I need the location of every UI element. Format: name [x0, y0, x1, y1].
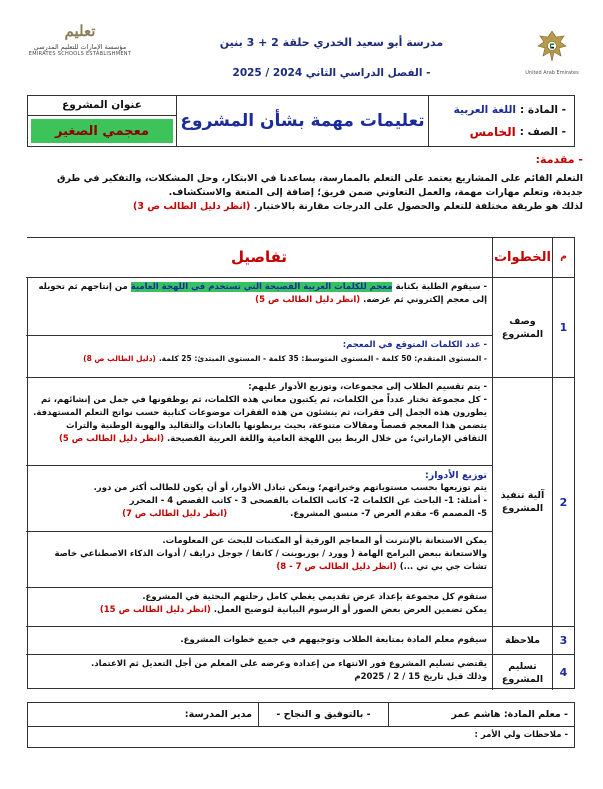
group-division-line-2: - كل مجموعة تختار عدداً من الكلمات، ثم يكتبون معاني هذه الكلمات، ثم يوظفونها في جمل من إنشائهم، ثم يطورون هذه الجمل إلى فقرات، ثم ينشئون من هذه الفقرات موضوعات كتابية حسب نواتج التعلم المستهدفة. — [33, 395, 487, 418]
teacher-name: - معلم المادة: هاشم عمر — [388, 703, 574, 726]
roles-line-1: يتم توزيعها بحسب مستوياتهم وخبراتهم؛ ويمكن تبادل الأدوار، أو أن يكون للطالب أكثر من دور. — [93, 483, 487, 493]
grade-value: الخامس — [469, 125, 516, 139]
grade-row — [437, 121, 566, 143]
row-1-details — [26, 278, 492, 378]
group-division-line-1: - يتم تقسيم الطلاب إلى مجموعات، وتوزيع الأدوار عليهم: — [248, 382, 487, 392]
word-count-reference: (دليل الطالب ص 8) — [83, 354, 156, 363]
subject-label: - المادة : — [520, 104, 566, 116]
word-count-title: - عدد الكلمات المتوقع في المعجم: — [342, 340, 487, 350]
column-header-number: م — [552, 238, 574, 278]
page-header — [14, 22, 589, 92]
school-info — [164, 36, 499, 79]
row-4-details — [26, 655, 492, 690]
presentation-line-2: يمكن تضمين العرض بعض الصور أو الرسوم البيانية لتوضيح العمل. — [213, 605, 487, 615]
uae-emblem-caption: United Arab Emirates — [525, 70, 579, 76]
resources-line-2: والاستعانة ببعض البرامج الهامة ( وورد / بوربوينت / كانفا / جوجل درايف / أدوات الذكاء الاصطناعي خاصة تشات جي بي تي ...) — [54, 549, 487, 572]
falcon-emblem-icon — [534, 28, 570, 64]
info-table — [27, 95, 575, 147]
column-header-steps: الخطوات — [492, 238, 552, 278]
column-header-details: تفاصيل — [26, 238, 492, 278]
document-title: تعليمات مهمة بشأن المشروع — [180, 111, 425, 131]
teacher-follow-up-note: سيقوم معلم المادة بمتابعة الطلاب وتوجيههم في جميع خطوات المشروع. — [180, 635, 487, 645]
parent-notes: - ملاحظات ولي الأمر : — [474, 730, 568, 740]
row-2-step: آلية تنفيذ المشروع — [492, 378, 552, 627]
presentation — [26, 588, 492, 626]
semester-line: - الفصل الدراسي الثاني 2024 / 2025 — [232, 67, 431, 79]
introduction-section — [20, 153, 583, 214]
grade-label: - الصف : — [519, 126, 566, 138]
roles-reference: (انظر دليل الطالب ص 7) — [122, 509, 228, 519]
roles-line-3: 5- المصمم 6- مقدم العرض 7- منسق المشروع. — [290, 509, 487, 519]
presentation-line-1: ستقوم كل مجموعة بإعداد عرض تقديمي يغطي كامل رحلتهم البحثية في المشروع. — [142, 592, 487, 602]
ese-logo — [20, 22, 140, 57]
row-3-number: 3 — [552, 627, 574, 655]
introduction-reference: (انظر دليل الطالب ص 3) — [133, 201, 251, 212]
project-title-cell — [28, 96, 176, 146]
roles-title: توزيع الأدوار: — [425, 470, 487, 481]
ese-logo-mark: تعليم — [64, 22, 96, 40]
resources-reference: (انظر دليل الطالب ص 7 - 8) — [276, 562, 397, 572]
row-2-number: 2 — [552, 378, 574, 627]
uae-emblem — [523, 28, 581, 76]
project-title-label: عنوان المشروع — [28, 96, 176, 116]
subject-row — [437, 99, 566, 121]
footer-signatures — [27, 702, 575, 748]
project-title-value: معجمي الصغير — [31, 119, 173, 143]
introduction-line-1: التعلم القائم على المشاريع يعتمد على التعلم بالممارسة، يساعدنا في الابتكار، وحل المشكلات، والتفكير في طرق — [56, 173, 583, 184]
row-4-step: تسليم المشروع — [492, 655, 552, 690]
submission-line-1: يقتضي تسليم المشروع فور الانتهاء من إعداده وعرضه على المعلم من أجل التعديل ثم الاعتماد. — [91, 659, 487, 669]
ese-logo-arabic: مؤسسة الإمارات للتعليم المدرسي — [33, 43, 127, 51]
submission-deadline: وذلك قبل تاريخ 15 / 2 / 2025م — [354, 672, 487, 682]
project-description-rest: من إنتاجهم ثم تحويله إلى معجم إلكتروني ثم عرضه. — [38, 282, 487, 305]
word-count-levels — [26, 336, 492, 369]
row-2-details — [26, 378, 492, 627]
introduction-line-3 — [20, 200, 583, 214]
roles-distribution — [26, 466, 492, 532]
presentation-reference: (انظر دليل الطالب ص 15) — [99, 605, 211, 615]
group-division-reference: (انظر دليل الطالب ص 5) — [58, 434, 164, 444]
resources — [26, 532, 492, 588]
subject-grade-cell — [428, 96, 574, 146]
row-3-step: ملاحظة — [492, 627, 552, 655]
school-name: مدرسة أبو سعيد الخدري حلقة 2 + 3 بنين — [219, 36, 444, 49]
introduction-title: - مقدمة: — [535, 153, 583, 166]
project-description-reference: (انظر دليل الطالب ص 5) — [255, 295, 361, 305]
subject-value: اللغة العربية — [453, 104, 517, 116]
word-count-text: - المستوى المتقدم: 50 كلمة - المستوى المتوسط: 35 كلمة - المستوى المبتدئ: 25 كلمة. — [158, 354, 487, 363]
row-1-step: وصف المشروع — [492, 278, 552, 378]
row-1-number: 1 — [552, 278, 574, 378]
document-title-cell — [176, 96, 428, 146]
introduction-line-2: جديدة، وتعلم مهارات مهمة، والعمل التعاوني ضمن فريق؛ إضافة إلى المتعة والاستكشاف. — [168, 187, 583, 198]
row-3-details — [26, 627, 492, 655]
project-description-highlight: معجم للكلمات العربية الفصيحة التي تستخدم في اللهجة العامية — [130, 282, 393, 292]
good-luck-note: - بالتوفيق و النجاح - — [258, 703, 388, 726]
signature-row — [28, 703, 574, 727]
ese-logo-english: EMIRATES SCHOOLS ESTABLISHMENT — [28, 51, 132, 57]
group-division-line-3: يتضمن هذا المعجم قصصاً ومقالات متنوعة، بحيث يربطونها بالعادات والتقاليد والهوية الوطنية والتراث الثقافي الإماراتي؛ من خلال الربط بين اللهجة العامية واللغة العربية الفصيحة. — [66, 421, 487, 444]
project-description — [26, 278, 492, 336]
introduction-line-3-text: لذلك هو طريقة مختلفة للتعلم والحصول على الدرجات مقارنة بالاختبار. — [253, 201, 583, 212]
roles-line-2: - أمثلة: 1- الباحث عن الكلمات 2- كاتب الكلمات بالفصحى 3 - كاتب القصص 4 - المحرر — [129, 496, 487, 506]
steps-table — [27, 237, 575, 689]
row-4-number: 4 — [552, 655, 574, 690]
group-division — [26, 378, 492, 466]
principal-label: مدير المدرسة: — [184, 709, 252, 720]
resources-line-1: يمكن الاستعانة بالإنترنت أو المعاجم الورقية أو المكتبات للبحث عن المعلومات. — [162, 536, 487, 546]
project-description-intro: - سيقوم الطلبة بكتابة — [395, 282, 487, 292]
